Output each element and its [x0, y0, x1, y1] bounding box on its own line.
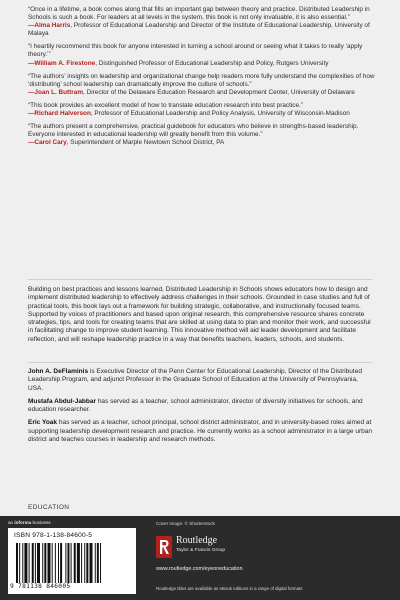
quote-text: “The authors’ insights on leadership and organizational change help readers more fully understand the complexities of how ‘distributing’ school leadership can dramatically improve the culture of schools.”: [28, 72, 375, 88]
quote-dash: —: [28, 59, 35, 67]
endorsement-quote: [28, 43, 376, 67]
endorsement-quote: [28, 123, 376, 147]
section-divider: [28, 362, 372, 363]
imprint-brand: informa: [14, 520, 32, 525]
routledge-logo-icon: [156, 536, 172, 558]
quote-author-title: , Superintendent of Marple Newtown School District, PA: [66, 139, 225, 147]
quote-author-title: , Director of the Delaware Education Research and Development Center, University of Delaware: [83, 88, 355, 96]
quote-text: “I heartily recommend this book for anyone interested in turning a school around or seeing what it takes to really ‘apply theory.’”: [28, 43, 363, 59]
author-name: Mustafa Abdul-Jabbar: [28, 397, 97, 405]
quote-dash: —: [28, 88, 35, 96]
barcode-icon: [16, 543, 128, 583]
quote-author: William A. Firestone: [34, 59, 96, 67]
quote-author: Alma Harris: [34, 22, 71, 30]
quote-text: “The authors present a comprehensive, practical guidebook for educators who believe in strengths-based leadership. Everyone interested in educational leadership will greatly benefit from this volume.”: [28, 123, 359, 139]
cover-image-credit: Cover image: © Shutterstock: [156, 521, 215, 526]
quote-dash: —: [28, 22, 35, 30]
quote-author-title: , Distinguished Professor of Educational Leadership and Policy, Rutgers University: [95, 59, 329, 67]
author-name: Eric Yoak: [28, 419, 58, 427]
author-bio-text: has served as a teacher, school administrator, director of diversity initiatives for schools, and education researcher.: [28, 397, 363, 414]
quote-text: “This book provides an excellent model of how to translate education research into best practice.”: [28, 101, 303, 109]
imprint-line: [8, 520, 51, 525]
isbn-label: ISBN 978-1-138-84600-5: [14, 532, 93, 539]
ebook-note: Routledge titles are available as eBook editions in a range of digital formats: [156, 586, 303, 591]
author-bio: [28, 368, 372, 393]
publisher-url[interactable]: www.routledge.com/eyeoneducation: [156, 566, 243, 572]
endorsement-quote: [28, 6, 376, 38]
author-bio: [28, 419, 372, 444]
endorsement-quote: [28, 73, 376, 97]
subject-category: EDUCATION: [28, 504, 70, 511]
endorsements: [28, 6, 376, 152]
quote-author-title: , Professor of Educational Leadership and Policy Analysis, University of Wisconsin-Madison: [90, 110, 350, 118]
section-divider: [28, 279, 372, 280]
quote-dash: —: [28, 139, 35, 147]
book-description: Building on best practices and lessons learned, Distributed Leadership in Schools shows educators how to design and implement distributed leadership to effectively address challenges in their schools. Grounded in case studies and full of practical tools, this book lays out a framework for building strategic, collaborative, and instructionally focused teams. Supported by voices of practitioners and based upon original research, this comprehensive resource shares concrete strategies, tips, and tools for creating teams that are skilled at using data to plan and monitor their work, and successful in facilitating change to improve student learning. This innovative method will aid leader development and facilitate reflection, and will reshape leadership practice in a way that benefits teachers, leaders, schools, and students.: [28, 286, 371, 343]
endorsement-quote: [28, 102, 376, 118]
publisher-name: Routledge: [176, 535, 218, 546]
quote-author-title: , Professor of Educational Leadership and Director of the Institute of Educational Leadership, University of Malaya: [28, 22, 370, 38]
author-bio-text: is Executive Director of the Penn Center for Educational Leadership, Director of the Distributed Leadership Program, and adjunct Professor in the Graduate School of Education at the University of Pennsylvania, USA.: [28, 368, 362, 392]
quote-author: Carol Cary: [34, 139, 67, 147]
author-bio: [28, 398, 372, 415]
quote-text: “Once in a lifetime, a book comes along that fills an important gap between theory and practice. Distributed Leadership in Schools is such a book. For leaders at all levels in the system, this book is not only invaluable, it is also essential.”: [28, 6, 370, 22]
barcode-number: 9 781138 846005: [10, 583, 71, 590]
author-bios: [28, 368, 372, 449]
imprint-suffix: business: [31, 520, 51, 525]
imprint-prefix: an: [8, 520, 15, 525]
author-name: John A. DeFlaminis: [28, 368, 89, 375]
quote-author: Joan L. Buttram: [34, 88, 84, 96]
author-bio-text: has served as a teacher, school principal, school district administrator, and in university-based roles aimed at supporting leadership development research and practice. He currently works as a school administrator in a large urban district and teaches courses in leadership and research methods.: [28, 419, 372, 444]
quote-dash: —: [28, 110, 35, 118]
quote-author: Richard Halverson: [34, 110, 91, 118]
barcode-panel: [8, 528, 136, 594]
publisher-group: Taylor & Francis Group: [176, 548, 226, 553]
